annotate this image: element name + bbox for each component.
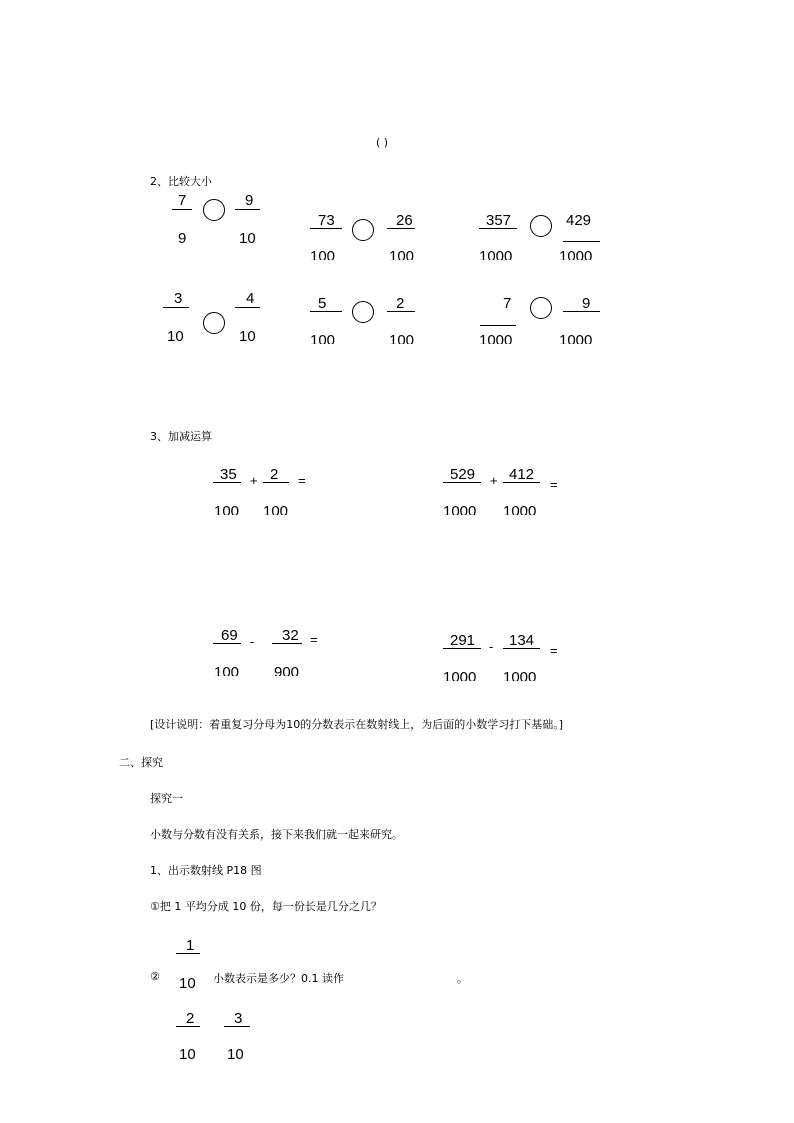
question-2-marker: ② [150,970,160,983]
compare-circle[interactable] [352,219,374,241]
fraction-bar [503,648,540,649]
numerator: 2 [270,466,279,483]
compare-circle[interactable] [203,199,225,221]
fraction-bar [387,311,415,312]
compare-circle[interactable] [530,215,552,237]
denominator: 1000 [479,332,513,344]
numerator: 3 [234,1010,243,1027]
top-parenthesis: ( ) [376,136,389,149]
equals-sign: = [550,643,558,658]
denominator: 1000 [503,503,537,515]
fraction-bar [235,209,260,210]
part-2-heading: 二、探究 [119,756,163,769]
section-2-label: 2、比较大小 [150,175,212,188]
numerator: 69 [221,627,238,644]
fraction-bar [387,228,415,229]
equals-sign: = [298,473,306,488]
numerator: 9 [582,295,591,312]
numerator: 357 [486,212,512,229]
denominator: 100 [389,332,415,344]
numerator: 5 [318,295,327,312]
fraction-bar [224,1026,250,1027]
operator: - [489,639,494,654]
numerator: 429 [566,212,592,229]
equals-sign: = [550,477,558,492]
fraction-bar [503,482,540,483]
denominator: 10 [239,328,256,345]
numerator: 1 [186,937,195,954]
fraction-bar [310,311,342,312]
fraction-bar [563,241,600,242]
numerator: 2 [186,1010,195,1027]
question-2-end: 。 [457,972,468,985]
fraction-bar [563,311,600,312]
numerator: 9 [245,192,254,209]
numerator: 7 [178,192,187,209]
denominator: 100 [310,332,336,344]
denominator: 100 [214,664,240,676]
denominator: 10 [227,1046,244,1063]
denominator: 900 [274,664,300,676]
numerator: 7 [503,295,512,312]
numerator: 412 [509,466,535,483]
fraction-bar [480,325,516,326]
denominator: 100 [310,248,336,260]
step-1-text: 1、出示数射线 P18 图 [150,864,262,877]
explore-1-heading: 探究一 [150,792,183,805]
denominator: 10 [167,328,184,345]
fraction-bar [443,482,481,483]
fraction-bar [213,482,241,483]
fraction-bar [176,1026,200,1027]
question-1: ①把 1 平均分成 10 份，每一份长是几分之几？ [150,900,382,913]
denominator: 10 [179,1046,196,1063]
denominator: 1000 [559,248,593,260]
denominator: 1000 [503,669,537,681]
numerator: 291 [450,632,476,649]
equals-sign: = [310,632,318,647]
fraction-bar [213,643,241,644]
operator: + [490,473,498,488]
numerator: 32 [282,627,299,644]
numerator: 73 [318,212,335,229]
denominator: 10 [179,975,196,992]
section-3-label: 3、加减运算 [150,430,212,443]
numerator: 4 [246,290,255,307]
fraction-bar [310,228,342,229]
fraction-bar [263,482,289,483]
denominator: 100 [389,248,415,260]
compare-circle[interactable] [352,301,374,323]
denominator: 1000 [479,248,513,260]
numerator: 3 [174,290,183,307]
numerator: 26 [396,212,413,229]
fraction-bar [443,648,481,649]
fraction-bar [272,643,302,644]
numerator: 2 [396,295,405,312]
numerator: 35 [220,466,237,483]
numerator: 134 [509,632,535,649]
fraction-bar [479,228,517,229]
fraction-bar [163,307,189,308]
operator: - [250,634,255,649]
denominator: 1000 [559,332,593,344]
intro-text: 小数与分数有没有关系，接下来我们就一起来研究。 [150,828,403,841]
fraction-bar [176,953,200,954]
denominator: 100 [214,503,240,515]
numerator: 529 [450,466,476,483]
operator: + [250,473,258,488]
design-note: [设计说明：着重复习分母为10的分数表示在数射线上，为后面的小数学习打下基础。] [150,718,564,731]
denominator: 10 [239,230,256,247]
fraction-bar [172,209,192,210]
denominator: 1000 [443,503,477,515]
fraction-bar [235,307,260,308]
denominator: 1000 [443,669,477,681]
compare-circle[interactable] [203,312,225,334]
compare-circle[interactable] [530,297,552,319]
denominator: 100 [263,503,289,515]
question-2-text: 小数表示是多少？0.1 读作 [213,972,344,985]
denominator: 9 [178,230,187,247]
